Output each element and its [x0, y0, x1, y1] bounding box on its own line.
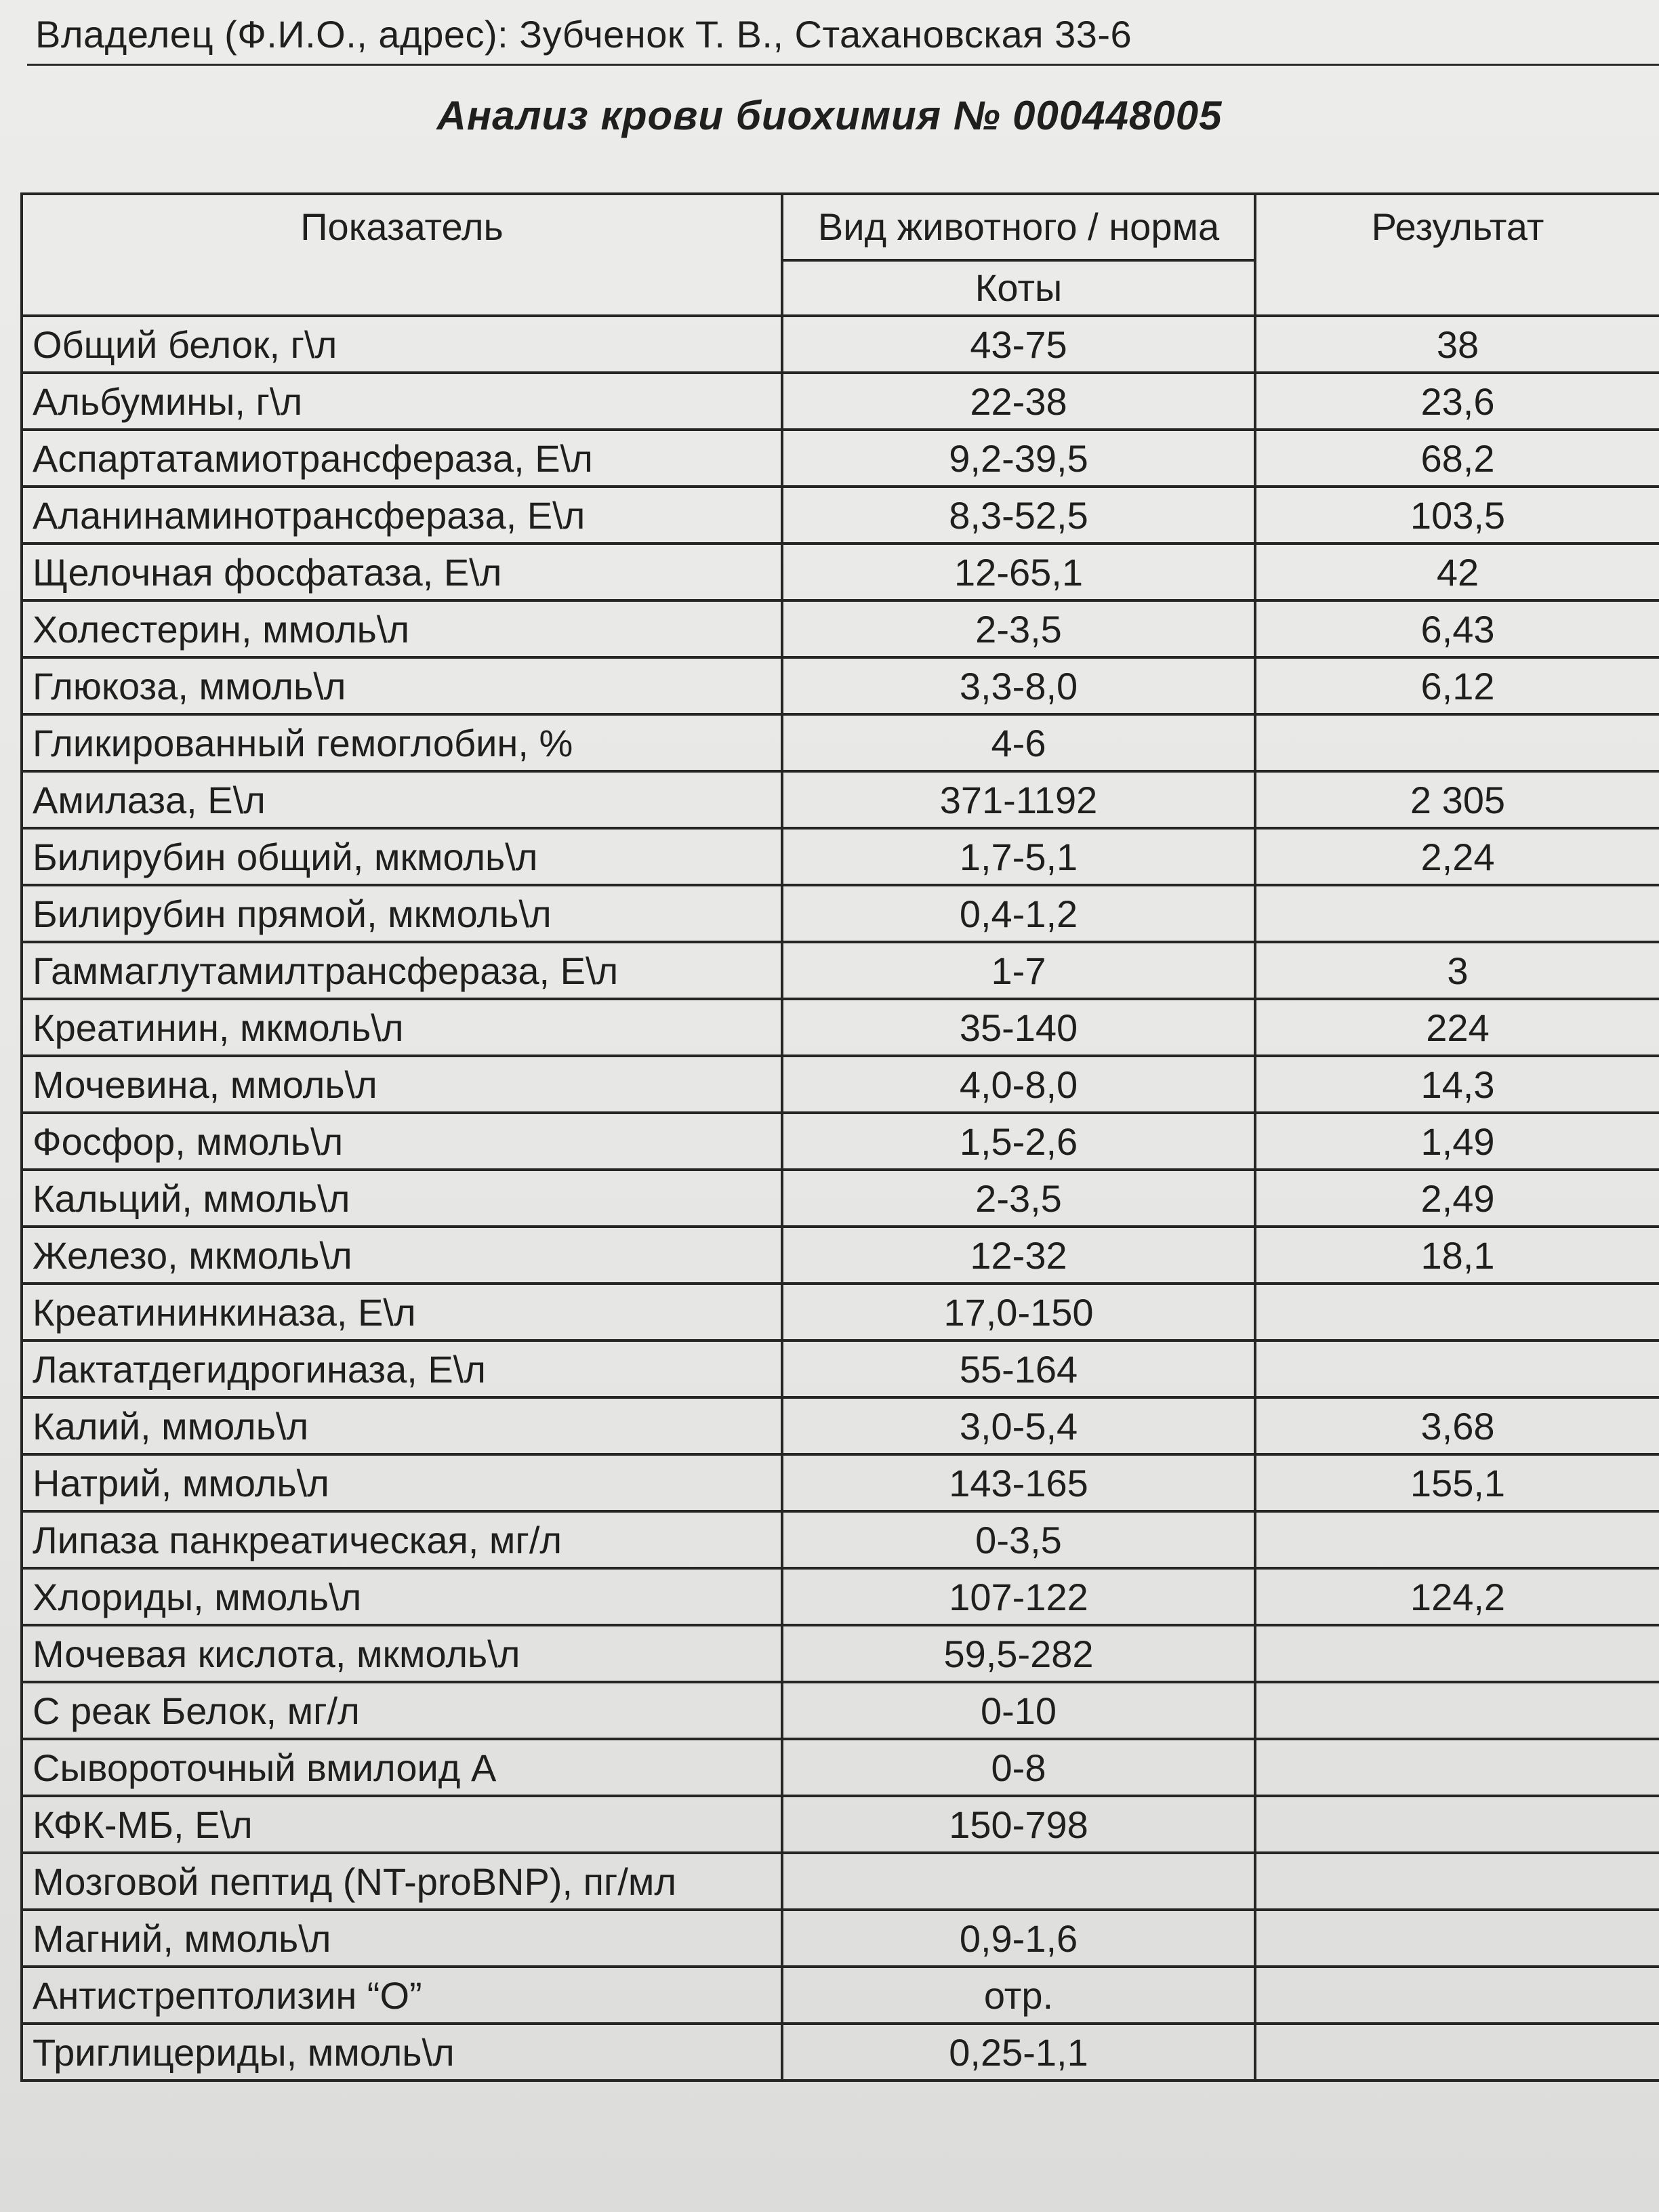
indicator-cell: Общий белок, г\л [22, 316, 782, 373]
result-cell [1255, 1340, 1659, 1397]
table-row [22, 942, 1659, 999]
table-row [22, 771, 1659, 828]
table-row [22, 2024, 1659, 2081]
table-row [22, 1967, 1659, 2024]
table-row [22, 657, 1659, 714]
result-cell: 68,2 [1255, 430, 1659, 487]
table-row [22, 828, 1659, 885]
table-row [22, 316, 1659, 373]
result-cell: 38 [1255, 316, 1659, 373]
result-cell: 23,6 [1255, 373, 1659, 430]
norm-cell: 0-8 [782, 1739, 1255, 1796]
result-cell: 1,49 [1255, 1113, 1659, 1170]
result-cell [1255, 714, 1659, 771]
result-cell [1255, 1284, 1659, 1340]
norm-cell: 12-32 [782, 1227, 1255, 1284]
indicator-cell: Триглицериды, ммоль\л [22, 2024, 782, 2081]
result-cell [1255, 1739, 1659, 1796]
document-title: Анализ крови биохимия № 000448005 [436, 93, 1223, 138]
table-row [22, 373, 1659, 430]
indicator-cell: С реак Белок, мг/л [22, 1682, 782, 1739]
result-cell: 18,1 [1255, 1227, 1659, 1284]
header-species: Коты [782, 260, 1255, 316]
result-cell: 2,24 [1255, 828, 1659, 885]
result-cell [1255, 1511, 1659, 1568]
table-row [22, 1910, 1659, 1967]
table-row [22, 885, 1659, 942]
result-cell: 224 [1255, 999, 1659, 1056]
table-body [22, 316, 1659, 2081]
table-row [22, 1796, 1659, 1853]
table-row [22, 1511, 1659, 1568]
result-cell: 2,49 [1255, 1170, 1659, 1227]
indicator-cell: Лактатдегидрогиназа, Е\л [22, 1340, 782, 1397]
norm-cell: 22-38 [782, 373, 1255, 430]
indicator-cell: Креатинин, мкмоль\л [22, 999, 782, 1056]
indicator-cell: Антистрептолизин “О” [22, 1967, 782, 2024]
result-cell: 2 305 [1255, 771, 1659, 828]
table-row [22, 1568, 1659, 1625]
table-row [22, 1454, 1659, 1511]
table-row [22, 1284, 1659, 1340]
norm-cell: 150-798 [782, 1796, 1255, 1853]
norm-cell: 0,9-1,6 [782, 1910, 1255, 1967]
result-cell [1255, 1910, 1659, 1967]
norm-cell: 0,25-1,1 [782, 2024, 1255, 2081]
indicator-cell: Билирубин прямой, мкмоль\л [22, 885, 782, 942]
indicator-cell: Амилаза, Е\л [22, 771, 782, 828]
result-cell: 6,43 [1255, 600, 1659, 657]
norm-cell: 43-75 [782, 316, 1255, 373]
norm-cell: 35-140 [782, 999, 1255, 1056]
norm-cell: 143-165 [782, 1454, 1255, 1511]
norm-cell: 0-10 [782, 1682, 1255, 1739]
indicator-cell: Фосфор, ммоль\л [22, 1113, 782, 1170]
indicator-cell: Магний, ммоль\л [22, 1910, 782, 1967]
indicator-cell: Натрий, ммоль\л [22, 1454, 782, 1511]
indicator-cell: Холестерин, ммоль\л [22, 600, 782, 657]
result-cell [1255, 1682, 1659, 1739]
table-row [22, 430, 1659, 487]
norm-cell: 4-6 [782, 714, 1255, 771]
result-cell [1255, 1625, 1659, 1682]
indicator-cell: Аспартатамиотрансфераза, Е\л [22, 430, 782, 487]
result-cell: 42 [1255, 544, 1659, 600]
indicator-cell: Мозговой пептид (NT-proBNP), пг/мл [22, 1853, 782, 1910]
norm-cell: 107-122 [782, 1568, 1255, 1625]
header-species-norm: Вид животного / норма [782, 194, 1255, 260]
norm-cell: 59,5-282 [782, 1625, 1255, 1682]
result-cell: 14,3 [1255, 1056, 1659, 1113]
table-row [22, 714, 1659, 771]
result-cell [1255, 2024, 1659, 2081]
indicator-cell: Калий, ммоль\л [22, 1397, 782, 1454]
indicator-cell: Кальций, ммоль\л [22, 1170, 782, 1227]
result-cell [1255, 1853, 1659, 1910]
table-row [22, 1170, 1659, 1227]
result-cell [1255, 885, 1659, 942]
table-row [22, 1397, 1659, 1454]
table-row [22, 1227, 1659, 1284]
norm-cell: 1-7 [782, 942, 1255, 999]
indicator-cell: Креатининкиназа, Е\л [22, 1284, 782, 1340]
norm-cell: 8,3-52,5 [782, 487, 1255, 544]
table-row [22, 999, 1659, 1056]
norm-cell: 0,4-1,2 [782, 885, 1255, 942]
result-cell [1255, 1967, 1659, 2024]
table-row [22, 1739, 1659, 1796]
table-row [22, 1113, 1659, 1170]
owner-line: Владелец (Ф.И.О., адрес): Зубченок Т. В., Стахановская 33-6 [35, 13, 1132, 56]
norm-cell: 17,0-150 [782, 1284, 1255, 1340]
result-cell: 155,1 [1255, 1454, 1659, 1511]
table-row [22, 600, 1659, 657]
indicator-cell: Хлориды, ммоль\л [22, 1568, 782, 1625]
norm-cell: 0-3,5 [782, 1511, 1255, 1568]
indicator-cell: Глюкоза, ммоль\л [22, 657, 782, 714]
table-row [22, 1853, 1659, 1910]
norm-cell: 9,2-39,5 [782, 430, 1255, 487]
result-cell: 3,68 [1255, 1397, 1659, 1454]
norm-cell: 1,5-2,6 [782, 1113, 1255, 1170]
indicator-cell: Гликированный гемоглобин, % [22, 714, 782, 771]
norm-cell: 4,0-8,0 [782, 1056, 1255, 1113]
norm-cell [782, 1853, 1255, 1910]
result-cell: 3 [1255, 942, 1659, 999]
indicator-cell: Билирубин общий, мкмоль\л [22, 828, 782, 885]
norm-cell: 12-65,1 [782, 544, 1255, 600]
norm-cell: 2-3,5 [782, 600, 1255, 657]
indicator-cell: Мочевина, ммоль\л [22, 1056, 782, 1113]
indicator-cell: Мочевая кислота, мкмоль\л [22, 1625, 782, 1682]
result-cell [1255, 1796, 1659, 1853]
norm-cell: 2-3,5 [782, 1170, 1255, 1227]
norm-cell: отр. [782, 1967, 1255, 2024]
indicator-cell: Липаза панкреатическая, мг/л [22, 1511, 782, 1568]
table-row [22, 1056, 1659, 1113]
owner-underline [27, 64, 1659, 66]
results-table [20, 192, 1659, 2082]
table-row [22, 487, 1659, 544]
header-result: Результат [1255, 194, 1659, 316]
indicator-cell: Гаммаглутамилтрансфераза, Е\л [22, 942, 782, 999]
table-row [22, 544, 1659, 600]
norm-cell: 3,0-5,4 [782, 1397, 1255, 1454]
norm-cell: 3,3-8,0 [782, 657, 1255, 714]
result-cell: 6,12 [1255, 657, 1659, 714]
indicator-cell: Щелочная фосфатаза, Е\л [22, 544, 782, 600]
indicator-cell: Альбумины, г\л [22, 373, 782, 430]
result-cell: 124,2 [1255, 1568, 1659, 1625]
norm-cell: 55-164 [782, 1340, 1255, 1397]
indicator-cell: Железо, мкмоль\л [22, 1227, 782, 1284]
indicator-cell: Сывороточный вмилоид А [22, 1739, 782, 1796]
table-row [22, 1340, 1659, 1397]
indicator-cell: КФК-МБ, Е\л [22, 1796, 782, 1853]
table-row [22, 1625, 1659, 1682]
result-cell: 103,5 [1255, 487, 1659, 544]
header-indicator: Показатель [22, 194, 782, 316]
indicator-cell: Аланинаминотрансфераза, Е\л [22, 487, 782, 544]
header-row [22, 194, 1659, 260]
table-row [22, 1682, 1659, 1739]
norm-cell: 371-1192 [782, 771, 1255, 828]
norm-cell: 1,7-5,1 [782, 828, 1255, 885]
